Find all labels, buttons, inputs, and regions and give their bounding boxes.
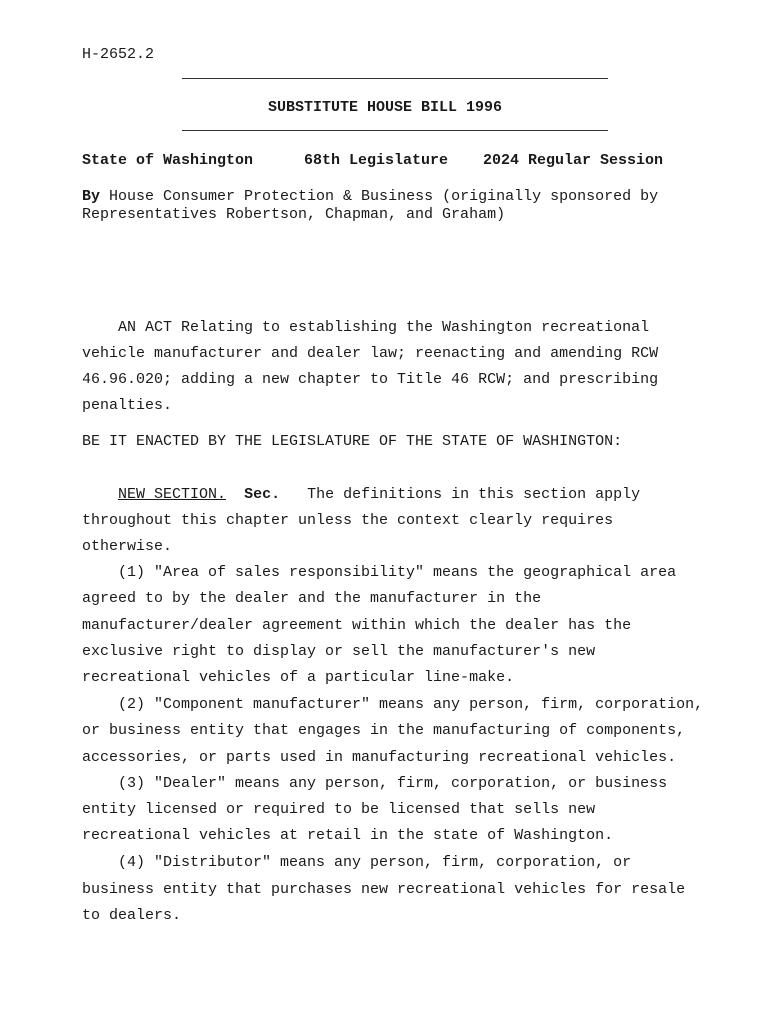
sponsor-text-1: House Consumer Protection & Business (originally sponsored by — [100, 188, 659, 205]
definition-2-line: accessories, or parts used in manufacturing recreational vehicles. — [82, 749, 677, 766]
sponsor-line-1 — [82, 188, 658, 206]
definition-1-line: (1) "Area of sales responsibility" means the geographical area — [82, 564, 677, 581]
section-line: otherwise. — [82, 538, 173, 555]
new-section-label: NEW SECTION. — [118, 486, 227, 503]
definition-1-line: exclusive right to display or sell the manufacturer's new — [82, 643, 596, 660]
title-rule-bottom — [182, 130, 608, 131]
definition-1-line: recreational vehicles of a particular line-make. — [82, 669, 515, 686]
session-label: 2024 Regular Session — [483, 152, 664, 169]
section-intro: The definitions in this section apply — [307, 486, 641, 503]
sponsor-by-label: By — [82, 188, 101, 205]
act-line: AN ACT Relating to establishing the Washington recreational — [82, 319, 650, 336]
section-line: throughout this chapter unless the context clearly requires — [82, 512, 614, 529]
definition-2-line: (2) "Component manufacturer" means any person, firm, corporation, — [82, 696, 704, 713]
definition-3-line: recreational vehicles at retail in the state of Washington. — [82, 827, 614, 844]
enacting-clause: BE IT ENACTED BY THE LEGISLATURE OF THE STATE OF WASHINGTON: — [82, 433, 623, 450]
legislature-label: 68th Legislature — [304, 152, 449, 169]
state-label: State of Washington — [82, 152, 254, 169]
bill-code: H-2652.2 — [82, 46, 155, 63]
act-line: 46.96.020; adding a new chapter to Title 46 RCW; and prescribing — [82, 371, 659, 388]
definition-2-line: or business entity that engages in the manufacturing of components, — [82, 722, 686, 739]
act-line: penalties. — [82, 397, 173, 414]
definition-4-line: to dealers. — [82, 907, 182, 924]
definition-4-line: (4) "Distributor" means any person, firm, corporation, or — [82, 854, 632, 871]
definition-4-line: business entity that purchases new recreational vehicles for resale — [82, 881, 686, 898]
sec-label: Sec. — [244, 486, 281, 503]
definition-1-line: agreed to by the dealer and the manufacturer in the — [82, 590, 542, 607]
definition-1-line: manufacturer/dealer agreement within which the dealer has the — [82, 617, 632, 634]
section-first-line — [82, 486, 640, 504]
bill-title: SUBSTITUTE HOUSE BILL 1996 — [267, 99, 503, 116]
title-rule-top — [182, 78, 608, 79]
sponsor-line-2: Representatives Robertson, Chapman, and Graham) — [82, 206, 506, 223]
act-line: vehicle manufacturer and dealer law; reenacting and amending RCW — [82, 345, 659, 362]
definition-3-line: entity licensed or required to be licensed that sells new — [82, 801, 596, 818]
definition-3-line: (3) "Dealer" means any person, firm, corporation, or business — [82, 775, 668, 792]
